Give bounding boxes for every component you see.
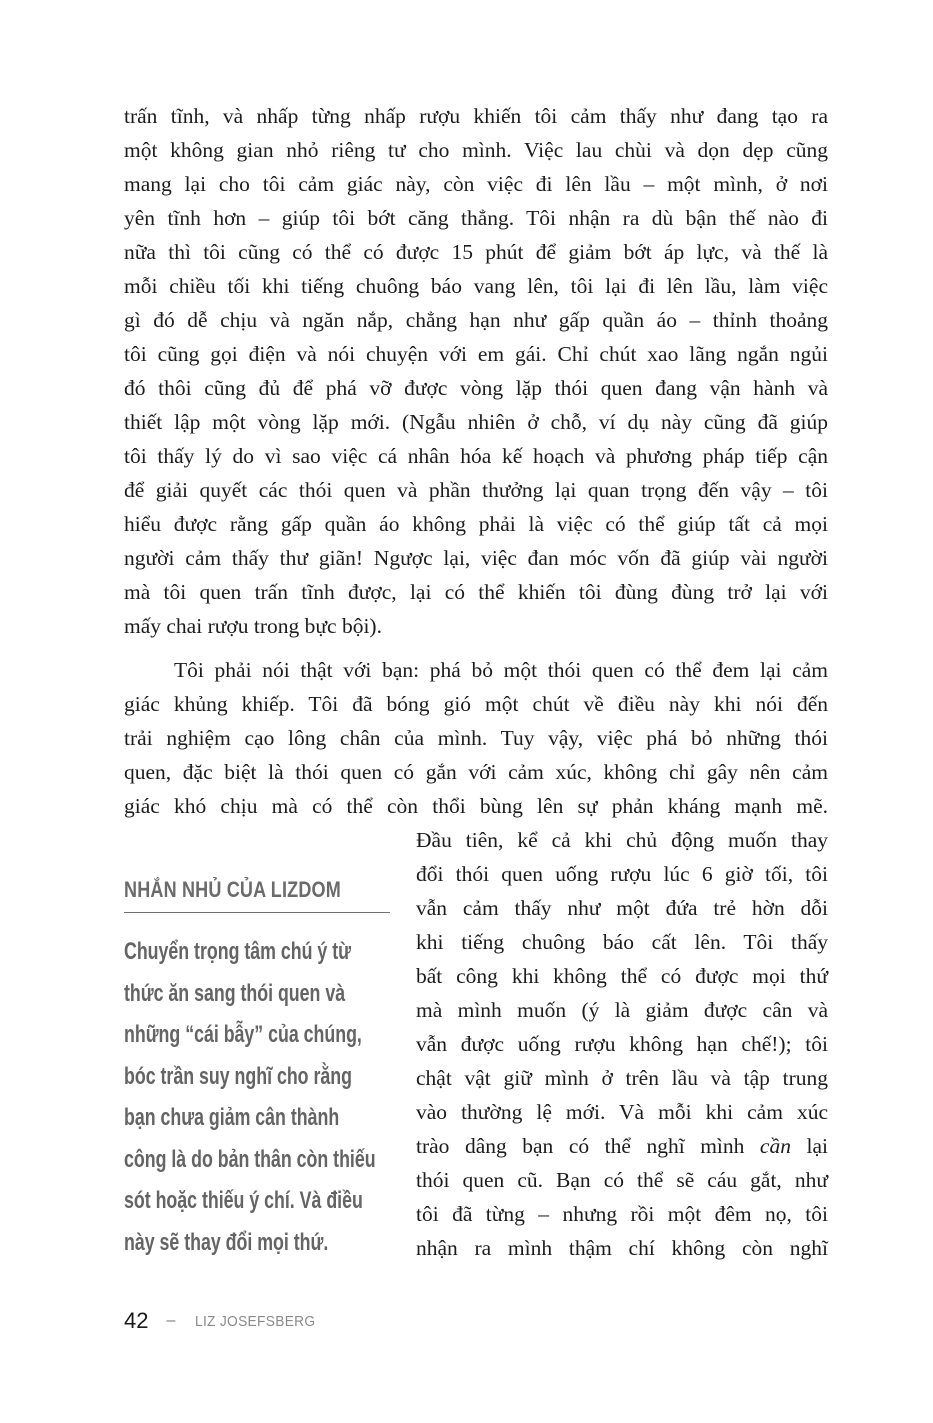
text-line: gì đó dễ chịu và ngăn nắp, chẳng hạn như gấp quần áo – thỉnh thoảng bbox=[124, 308, 828, 332]
text-line: giác khó chịu mà có thể còn thổi bùng lên sự phản kháng mạnh mẽ. bbox=[124, 794, 828, 818]
text-line: giác khủng khiếp. Tôi đã bóng gió một chút về điều này khi nói đến bbox=[124, 692, 828, 716]
text-line: đổi thói quen uống rượu lúc 6 giờ tối, tôi bbox=[416, 862, 828, 886]
text-line: tôi đã từng – nhưng rồi một đêm nọ, tôi bbox=[416, 1202, 828, 1226]
sidebar-title: NHẮN NHỦ CỦA LIZDOM bbox=[124, 877, 341, 902]
text-line: tôi thấy lý do vì sao việc cá nhân hóa kế hoạch và phương pháp tiếp cận bbox=[124, 444, 828, 468]
sidebar-callout bbox=[124, 872, 390, 1263]
emphasized-word: cần bbox=[759, 1134, 791, 1158]
text-line: mấy chai rượu trong bực bội). bbox=[124, 614, 382, 638]
page-footer bbox=[124, 1306, 326, 1336]
text-line: mà mình muốn (ý là giảm được cân và bbox=[416, 998, 828, 1022]
sidebar-text-line: công là do bản thân còn thiếu bbox=[124, 1145, 376, 1173]
text-line: bất công khi không thể có được mọi thứ bbox=[416, 964, 828, 988]
text-line: vẫn được uống rượu không hạn chế!); tôi bbox=[416, 1032, 828, 1056]
text-line: để giải quyết các thói quen và phần thưởng lại quan trọng đến vậy – tôi bbox=[124, 478, 828, 502]
paragraph-2-continued bbox=[416, 823, 828, 1265]
text-line: trải nghiệm cạo lông chân của mình. Tuy vậy, việc phá bỏ những thói bbox=[124, 726, 828, 750]
text-line: thói quen cũ. Bạn có thể sẽ cáu gắt, như bbox=[416, 1168, 828, 1192]
sidebar-divider bbox=[124, 912, 390, 913]
sidebar-text-line: bóc trần suy nghĩ cho rằng bbox=[124, 1062, 352, 1090]
sidebar-text-line: bạn chưa giảm cân thành bbox=[124, 1104, 340, 1131]
text-line: quen, đặc biệt là thói quen có gắn với cảm xúc, không chỉ gây nên cảm bbox=[124, 760, 828, 784]
paragraph-1 bbox=[124, 99, 828, 643]
text-segment: trào dâng bạn có thể nghĩ mình bbox=[416, 1134, 760, 1158]
text-line: yên tĩnh hơn – giúp tôi bớt căng thẳng. Tôi nhận ra dù bận thế nào đi bbox=[124, 206, 828, 230]
text-line: hiểu được rằng gấp quần áo không phải là việc có thể giúp tất cả mọi bbox=[124, 512, 828, 536]
text-line: người cảm thấy thư giãn! Ngược lại, việc đan móc vốn đã giúp vài người bbox=[124, 546, 828, 570]
sidebar-text-line: những “cái bẫy” của chúng, bbox=[124, 1021, 362, 1048]
text-line: chật vật giữ mình ở trên lầu và tập trung bbox=[416, 1066, 828, 1090]
text-line: vào thường lệ mới. Và mỗi khi cảm xúc bbox=[416, 1100, 828, 1124]
sidebar-text-line: thức ăn sang thói quen và bbox=[124, 979, 346, 1007]
text-segment: lại bbox=[790, 1134, 828, 1158]
text-line: khi tiếng chuông báo cất lên. Tôi thấy bbox=[416, 930, 828, 954]
sidebar-text-line: sót hoặc thiếu ý chí. Và điều bbox=[124, 1187, 363, 1214]
text-line: một không gian nhỏ riêng tư cho mình. Việc lau chùi và dọn dẹp cũng bbox=[124, 138, 828, 162]
paragraph-2 bbox=[124, 653, 828, 823]
text-line: Tôi phải nói thật với bạn: phá bỏ một thói quen có thể đem lại cảm bbox=[174, 658, 828, 682]
footer-separator: – bbox=[166, 1312, 176, 1329]
text-line-with-emphasis bbox=[416, 1129, 828, 1163]
text-line: nhận ra mình thậm chí không còn nghĩ bbox=[416, 1236, 828, 1260]
text-line: mỗi chiều tối khi tiếng chuông báo vang lên, tôi lại đi lên lầu, làm việc bbox=[124, 274, 828, 298]
text-line: nữa thì tôi cũng có thể có được 15 phút để giảm bớt áp lực, và thế là bbox=[124, 240, 828, 264]
text-line: Đầu tiên, kể cả khi chủ động muốn thay bbox=[416, 828, 828, 852]
text-line: đó thôi cũng đủ để phá vỡ được vòng lặp thói quen đang vận hành và bbox=[124, 376, 828, 400]
author-name: LIZ JOSEFSBERG bbox=[195, 1312, 316, 1330]
page-number: 42 bbox=[124, 1308, 149, 1333]
text-line: thiết lập một vòng lặp mới. (Ngẫu nhiên ở chỗ, ví dụ này cũng đã giúp bbox=[124, 410, 828, 434]
text-line: trấn tĩnh, và nhấp từng nhấp rượu khiến tôi cảm thấy như đang tạo ra bbox=[124, 104, 828, 128]
text-line: vẫn cảm thấy như một đứa trẻ hờn dỗi bbox=[416, 896, 828, 920]
text-line: mang lại cho tôi cảm giác này, còn việc đi lên lầu – một mình, ở nơi bbox=[124, 172, 828, 196]
sidebar-text-line: Chuyển trọng tâm chú ý từ bbox=[124, 938, 351, 965]
text-line: mà tôi quen trấn tĩnh được, lại có thể khiến tôi đùng đùng trở lại với bbox=[124, 580, 828, 604]
sidebar-text-line: này sẽ thay đổi mọi thứ. bbox=[124, 1228, 329, 1256]
sidebar-body bbox=[124, 931, 390, 1263]
text-line: tôi cũng gọi điện và nói chuyện với em gái. Chỉ chút xao lãng ngắn ngủi bbox=[124, 342, 828, 366]
